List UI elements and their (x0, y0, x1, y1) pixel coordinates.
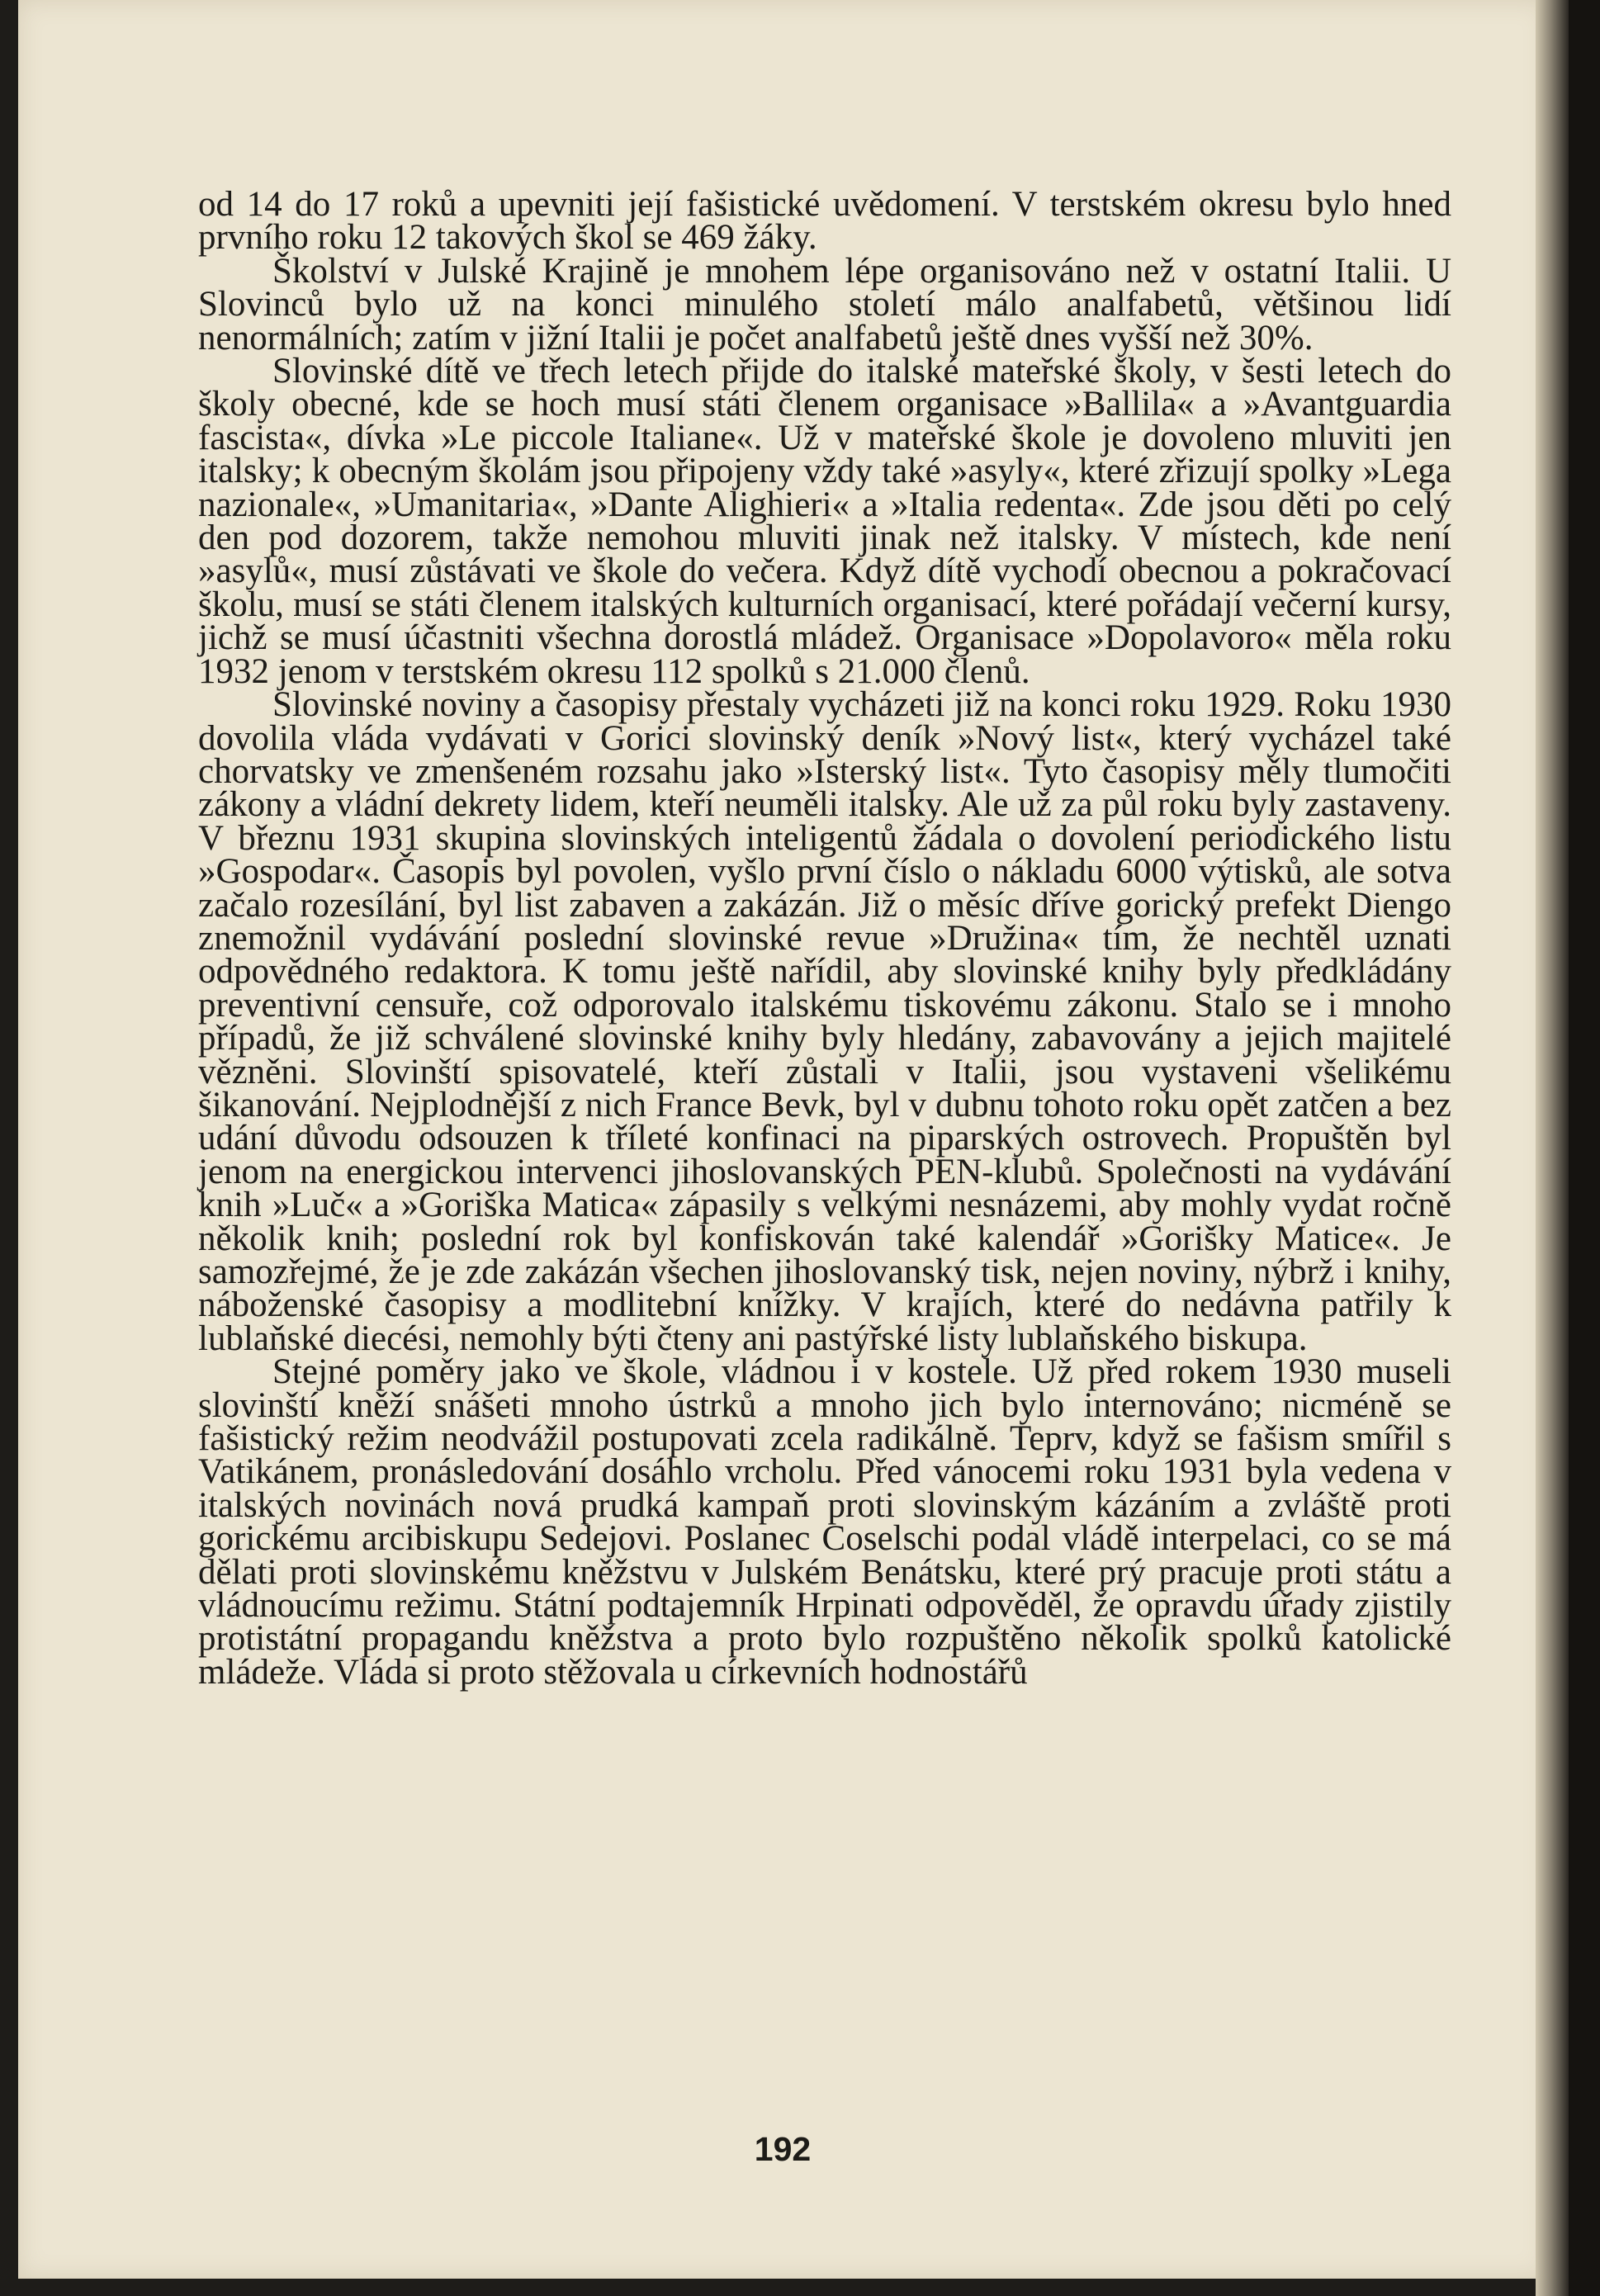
next-page-edge (1569, 0, 1600, 2296)
book-gutter (1536, 0, 1569, 2296)
book-page (18, 0, 1547, 2279)
paragraph-3: Slovinské dítě ve třech letech přijde do italské mateřské školy, v šesti letech do školy obecné, kde se hoch musí státi členem organisace »Ballila« a »Avantguardia fascista«, dívka »Le piccole Italiane«. Už v mateřské škole je dovoleno mluviti jen italsky; k obecným školám jsou připojeny vždy také »asyly«, které zřizují spolky »Lega nazionale«, »Umanitaria«, »Dante Alighieri« a »Italia redenta«. Zde jsou děti po celý den pod dozorem, takže nemohou mluviti jinak než italsky. V místech, kde není »asylů«, musí zůstávati ve škole do večera. Když dítě vychodí obecnou a pokračovací školu, musí se státi členem italských kulturních organisací, které pořádají večerní kursy, jichž se musí účastniti všechna dorostlá mládež. Organisace »Dopolavoro« měla roku 1932 jenom v terstském okresu 112 spolků s 21.000 členů. (198, 352, 1451, 691)
paragraph-4: Slovinské noviny a časopisy přestaly vycházeti již na konci roku 1929. Roku 1930 dovolila vláda vydávati v Gorici slovinský deník »Nový list«, který vycházel také chorvatsky ve zmenšeném rozsahu jako »Isterský list«. Tyto časopisy měly tlumočiti zákony a vládní dekrety lidem, kteří neuměli italsky. Ale už za půl roku byly zastaveny. V březnu 1931 skupina slovinských inteligentů žádala o dovolení periodického listu »Gospodar«. Časopis byl povolen, vyšlo první číslo o nákladu 6000 výtisků, ale sotva začalo rozesílání, byl list zabaven a zakázán. Již o měsíc dříve gorický prefekt Diengo znemožnil vydávání poslední slovinské revue »Družina« tím, že nechtěl uznati odpovědného redaktora. K tomu ještě nařídil, aby slovinské knihy byly předkládány preventivní censuře, což odporovalo italskému tiskovému zákonu. Stalo se i mnoho případů, že již schválené slovinské knihy byly hledány, zabavovány a jejich majitelé vězněni. Slovinští spisovatelé, kteří zůstali v Italii, jsou vystaveni všelikému šikanování. Nejplodnější z nich France Bevk, byl v dubnu tohoto roku opět zatčen a bez udání důvodu odsouzen k tříleté konfinaci na piparských ostrovech. Propuštěn byl jenom na energickou intervenci jihoslovanských PEN-klubů. Společnosti na vydávání knih »Luč« a »Goriška Matica« zápasily s velkými nesnázemi, aby mohly vydat ročně několik knih; poslední rok byl konfiskován také kalendář »Gorišky Matice«. Je samozřejmé, že je zde zakázán všechen jihoslovanský tisk, nejen noviny, nýbrž i knihy, náboženské časopisy a modlitební knížky. V krajích, které do nedávna patřily k lublaňské diecési, nemohly býti čteny ani pastýřské listy lublaňského biskupa. (198, 685, 1451, 1358)
body-text (198, 185, 1451, 1692)
paragraph-2: Školství v Julské Krajině je mnohem lépe organisováno než v ostatní Italii. U Slovinců bylo už na konci minulého století málo analfabetů, většinou lidí nenormálních; zatím v jižní Italii je počet analfabetů ještě dnes vyšší než 30%. (198, 251, 1451, 357)
paragraph-1: od 14 do 17 roků a upevniti její fašistické uvědomení. V terstském okresu bylo hned prvního roku 12 takových škol se 469 žáky. (198, 185, 1451, 258)
page-number: 192 (754, 2130, 812, 2168)
paragraph-5: Stejné poměry jako ve škole, vládnou i v kostele. Už před rokem 1930 museli slovinští kněží snášeti mnoho ústrků a mnoho jich bylo internováno; nicméně se fašistický režim neodvážil postupovati zcela radikálně. Teprv, když se fašism smířil s Vatikánem, pronásledování dosáhlo vrcholu. Před vánocemi roku 1931 byla vedena v italských novinách nová prudká kampaň proti slovinským kázáním a zvláště proti gorickému arcibiskupu Sedejovi. Poslanec Coselschi podal vládě interpelaci, co se má dělati proti slovinskému kněžstvu v Julském Benátsku, které prý pracuje proti státu a vládnoucímu režimu. Státní podtajemník Hrpinati odpověděl, že opravdu úřady zjistily protistátní propagandu kněžstva a proto bylo rozpuštěno několik spolků katolické mládeže. Vláda si proto stěžovala u církevních hodnostářů (198, 1352, 1451, 1692)
